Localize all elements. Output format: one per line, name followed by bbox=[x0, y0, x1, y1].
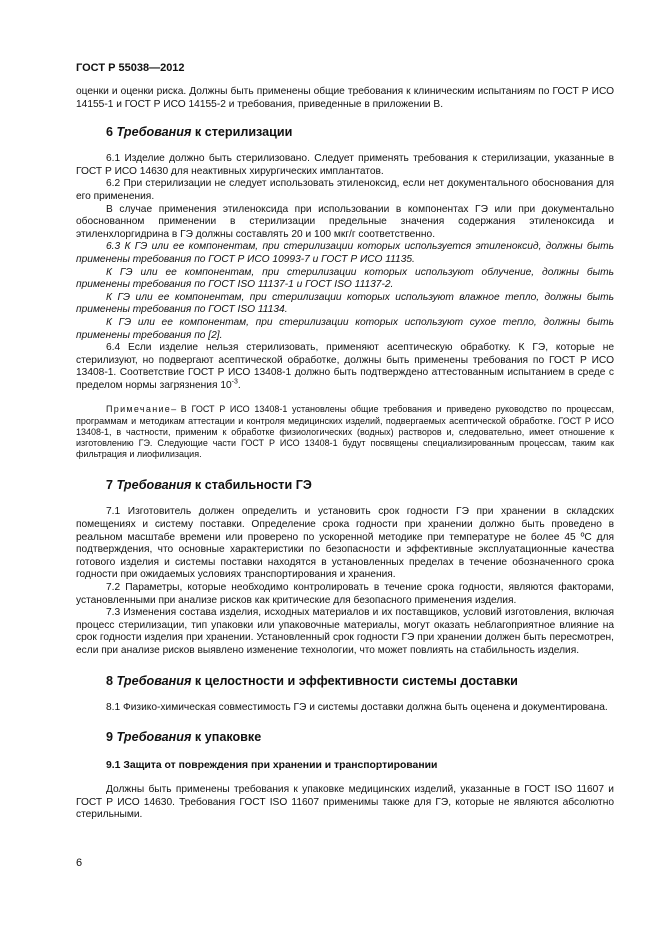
paragraph-6-3: 6.3 К ГЭ или ее компонентам, при стерилизации которых используется этиленоксид, должны быть применены требования по ГОСТ Р ИСО 10993-7 и ГОСТ Р ИСО 11135. bbox=[76, 241, 614, 265]
paragraph-7-1: 7.1 Изготовитель должен определить и установить срок годности ГЭ при хранении в складских помещениях и систему поставки. Определение срока годности при хранении должно быть проведено в реальном масштабе времени или проверено по ускоренной методике при температуре не более 45 ºС для подтверждения, что основные характеристики по безопасности и эффективные эксплуатационные качества готового изделия и системы поставки находятся в установленных пределах в течение обозначенного срока годности при ожидаемых условиях транспортирования и хранения. bbox=[76, 506, 614, 581]
note-label: Примечание bbox=[106, 404, 172, 415]
section-7-heading: 7 Требования к стабильности ГЭ bbox=[106, 478, 312, 493]
paragraph-7-3: 7.3 Изменения состава изделия, исходных материалов и их поставщиков, условий изготовления, включая процесс стерилизации, тип упаковки или упаковочные материалы, могут оказать неблагоприятное влияние на срок годности изделия при хранении. Установленный срок годности ГЭ при хранении должен быть пересмотрен, если при анализе рисков выявлено изменение технологии, что может повлиять на стабильность изделия. bbox=[76, 607, 614, 657]
paragraph-moist-heat: К ГЭ или ее компонентам, при стерилизации которых используют влажное тепло, должны быть применены требования по ГОСТ ISO 11134. bbox=[76, 291, 614, 316]
paragraph-8-1: 8.1 Физико-химическая совместимость ГЭ и системы доставки должна быть оценена и документирована. bbox=[106, 701, 608, 713]
paragraph-6-2: 6.2 При стерилизации не следует использовать этиленоксид, если нет документального обоснования для его применения. bbox=[76, 178, 614, 202]
document-body bbox=[76, 86, 614, 822]
paragraph-9-1: Должны быть применены требования к упаковке медицинских изделий, указанные в ГОСТ ISO 11607 и ГОСТ Р ИСО 14630. Требования ГОСТ ISO 11607 применимы также для ГЭ, которые не являются абсолютно стерильными. bbox=[76, 784, 614, 821]
paragraph-irradiation: К ГЭ или ее компонентам, при стерилизации которых используют облучение, должны быть применены требования по ГОСТ ISO 11137-1 и ГОСТ ISO 11137-2. bbox=[76, 266, 614, 291]
intro-paragraph: оценки и оценки риска. Должны быть применены общие требования к клиническим испытаниям по ГОСТ Р ИСО 14155-1 и ГОСТ Р ИСО 14155-2 и требования, приведенные в приложении В. bbox=[76, 86, 614, 110]
page-number: 6 bbox=[76, 857, 83, 869]
paragraph-6-4: 6.4 Если изделие нельзя стерилизовать, применяют асептическую обработку. К ГЭ, которые не стерилизуют, но подвергают асептической обработке, должны быть применены требования по ГОСТ Р ИСО 13408-1. Соответствие ГОСТ Р ИСО 13408-1 должно быть подтверждено аттестованным испытанием в среде с пределом нормы загрязнения $10^{-3}$. bbox=[76, 342, 614, 391]
subsection-9-1-heading: 9.1 Защита от повреждения при хранении и транспортировании bbox=[106, 760, 438, 772]
section-6-heading: 6 Требования к стерилизации bbox=[106, 125, 293, 140]
paragraph-7-2: 7.2 Параметры, которые необходимо контролировать в течение срока годности, являются факторами, установленными при анализе рисков как критические для безопасного применения изделия. bbox=[76, 582, 614, 606]
paragraph-dry-heat: К ГЭ или ее компонентам, при стерилизации которых используют сухое тепло, должны быть применены требования по [2]. bbox=[76, 316, 614, 341]
section-9-heading: 9 Требования к упаковке bbox=[106, 730, 262, 745]
section-8-heading: 8 Требования к целостности и эффективности системы доставки bbox=[106, 673, 518, 688]
paragraph-ethylene-oxide-limits: В случае применения этиленоксида при использовании в компонентах ГЭ или при документально обоснованном применении в стерилизации предельные значения содержания этиленоксида и этиленхлоргидрина в ГЭ должны составлять 20 и 100 мкг/г соответственно. bbox=[76, 203, 614, 240]
note-paragraph: Примечание– В ГОСТ Р ИСО 13408-1 установлены общие требования и приведено руководство по процессам, программам и методикам аттестации и контроля медицинских изделий, подвергаемых асептической обработке. ГОСТ Р ИСО 13408-1, в частности, применим к обработке физиологических (водных) растворов и, следовательно, имеет отношение к изготовлению ГЭ. Следующие части ГОСТ Р ИСО 13408-1 будут посвящены специализированным процессам, таким как фильтрация и лиофилизация. bbox=[76, 404, 614, 460]
document-header: ГОСТ Р 55038—2012 bbox=[76, 62, 185, 74]
paragraph-6-1: 6.1 Изделие должно быть стерилизовано. Следует применять требования к стерилизации, указанные в ГОСТ Р ИСО 14630 для неактивных хирургических имплантатов. bbox=[76, 153, 614, 177]
